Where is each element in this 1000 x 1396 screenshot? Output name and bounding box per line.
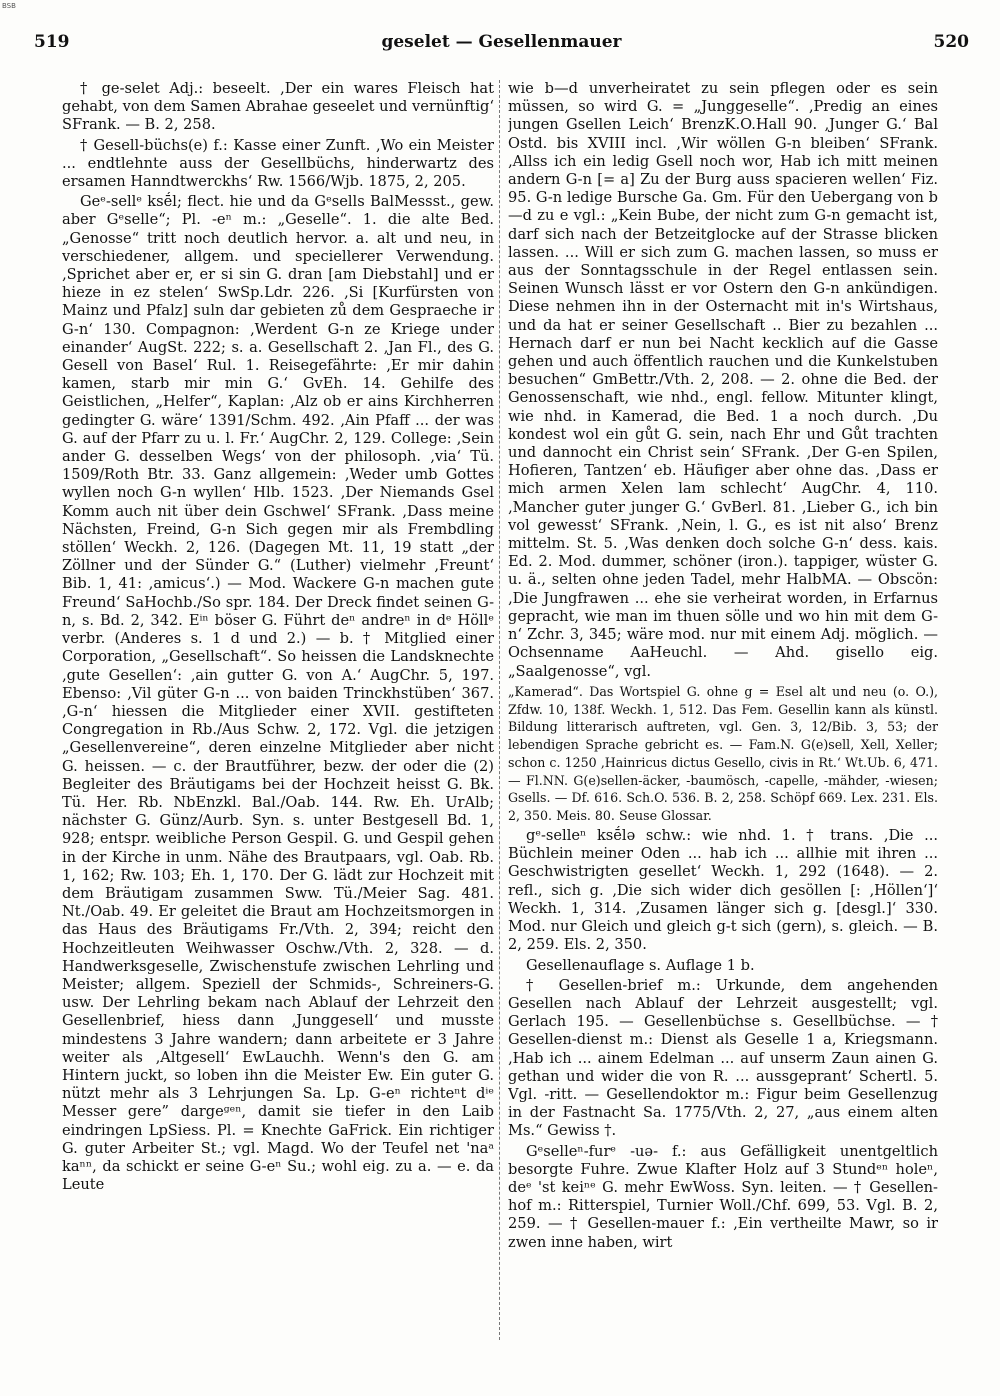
entry-gesellen-brief: † Gesellen-brief m.: Urkunde, dem angehenden Gesellen nach Ablauf der Lehrzeit ausgestellt; vgl. Gerlach 195. — Gesellenbüchse s. Gesellbüchse. — † Gesellen-dienst m.: Dienst als Geselle 1 a, Kriegsmann. ‚Hab ich ... ainem Edelman ... auf unserm Zaun ainen G. gethan und wider die von R. ... aussgeprant‘ Schertl. 5. Vgl. -ritt. — Gesellendoktor m.: Figur beim Gesellenzug in der Fastnacht Sa. 1775/Vth. 2, 27, „aus einem alten Ms.“ Gewiss †. — [508, 976, 938, 1140]
entry-gesell-buechse: † Gesell-büchs(e) f.: Kasse einer Zunft. ‚Wo ein Meister ... endtlehnte auss der Gesellbüchs, hinderwartz des ersamen Hanndtwerckhs‘ Rw. 1566/Wjb. 1875, 2, 205. — [62, 136, 494, 191]
column-divider — [499, 80, 500, 1340]
page-header — [34, 32, 969, 58]
entry-geselle-continued: wie b—d unverheiratet zu sein pflegen oder es sein müssen, so wird G. = „Junggeselle“. ‚Predig an eines jungen Gsellen Leich‘ BrenzK.O.Hall 90. ‚Junger G.‘ Bal Ostd. bis XVIII incl. ‚Wir wöllen G-n bleiben‘ SFrank. ‚Allss ich ein ledig Gsell noch wor, Hab ich mitt meinen andern G-n [= a] Zu der Burg auss spacieren wellen‘ Fiz. 95. G-n ledige Bursche Ga. Gm. Für den Uebergang von b—d zu e vgl.: „Kein Bube, der nicht zum G-n gemacht ist, darf sich nach der Betzeitglocke auf der Strasse blicken lassen. ... Will er sich zum G. machen lassen, so muss er aus der Sonntagsschule in der Regel entlassen sein. Seinen Wunsch lässt er vor Ostern den G-n ankündigen. Diese nehmen ihn in der Osternacht mit in's Wirtshaus, und da hat er seiner Gesellschaft .. Bier zu bezahlen ... Hernach darf er nun bei Nacht kecklich auf die Gasse gehen und auch öffentlich rauchen und die Kunkelstuben besuchen“ GmBettr./Vth. 2, 208. — 2. ohne die Bed. der Genossenschaft, wie nhd., engl. fellow. Mitunter klingt, wie nhd. in Kamerad, die Bed. 1 a noch durch. ‚Du kondest wol ein gůt G. sein, nach Ehr und Gůt trachten und dannocht ein Christ sein‘ SFrank. ‚Der G-en Spilen, Hofieren, Tantzen‘ eb. Häufiger aber ohne das. ‚Dass er mich armen Xelen lam schlecht‘ AugChr. 4, 110. ‚Mancher guter junger G.‘ GvBerl. 81. ‚Lieber G., ich bin vol gewesst‘ SFrank. ‚Nein, l. G., es ist nit also‘ Brenz mittelm. St. 5. ‚Was denken doch solche G-n‘ dess. kais. Ed. 2. Mod. dummer, schöner (iron.). tappiger, wüster G. u. ä., selten ohne jeden Tadel, mehr HalbMA. — Obscön: ‚Die Jungfrawen ... ehe sie verheirat worden, in Erfarnus gepracht, wie man im thuen sölle und wo hin mit dem G-n‘ Zchr. 3, 345; wäre mod. nur mit einem Adj. möglich. — Ochsenname AaHeuchl. — Ahd. gisello eig. „Saalgenosse“, vgl. — [508, 80, 938, 680]
entry-geselet: † ge-selet Adj.: beseelt. ‚Der ein wares Fleisch hat gehabt, von dem Samen Abrahae geseelet und vernünftig‘ SFrank. — B. 2, 258. — [62, 80, 494, 134]
page-number-left: 519 — [34, 32, 70, 52]
entry-gesellen-verb: gᵉ-selleⁿ ksḗlə schw.: wie nhd. 1. † trans. ‚Die ... Büchlein meiner Oden ... hab ich ... allhie mit ihren ... Geschwistrigten gesellet‘ Weckh. 1, 292 (1648). — 2. refl., sich g. ‚Die sich wider dich gesöllen [: ‚Höllen‘]‘ Weckh. 1, 314. ‚Zusamen länger sich g. [desgl.]‘ 330. Mod. nur Gleich und gleich g-t sich (gern), s. gleich. — B. 2, 259. Els. 2, 350. — [508, 827, 938, 954]
running-title: geselet — Gesellenmauer — [381, 32, 622, 52]
library-stamp: BSB — [2, 2, 16, 10]
page-number-right: 520 — [933, 32, 969, 52]
entry-gesellenauflage: Gesellenauflage s. Auflage 1 b. — [526, 956, 755, 974]
entry-geselle: Geᵉ-sellᵉ ksḗl; flect. hie und da Gᵉsells BalMessst., gew. aber Gᵉselle“; Pl. -eⁿ m.: „Geselle“. 1. die alte Bed. „Genosse“ tritt noch deutlich hervor. a. alt und neu, in verschiedener, allgem. und speciellerer Verwendung. ‚Sprichet aber er, er si sin G. dran [am Diebstahl] und er hieze in ez stelen‘ SwSp.Ldr. 226. ‚Si [Kurfürsten von Mainz und Pfalz] suln dar gebieten zů dem Gespraeche ir G-n‘ 130. Compagnon: ‚Werdent G-n ze Kriege under einander‘ AugSt. 222; s. a. Gesellschaft 2. ‚Jan Fl., des G. Gesell von Basel‘ Rul. 1. Reisegefährte: ‚Er mir dahin kamen, starb mir min G.‘ GvEh. 14. Gehilfe des Geistlichen, „Helfer“, Kaplan: ‚Alz ob er ains Kirchherren gedingter G. wäre‘ 1391/Schm. 492. ‚Ain Pfaff ... der was G. auf der Pfarr zu u. l. Fr.‘ AugChr. 2, 129. College: ‚Sein ander G. desselben Wegs‘ von der philosoph. ‚via‘ Tü. 1509/Roth Btr. 33. Ganz allgemein: ‚Weder umb Gottes wyllen noch G-n wyllen‘ Hlb. 1523. ‚Der Niemands Gsel Komm auch nit über dein Gschwel‘ SFrank. ‚Dass meine Nächsten, Freind, G-n Sich gegen mir als Frembdling stöllen‘ Weckh. 2, 126. (Dagegen Mt. 11, 19 statt „der Zöllner und der Sünder G.“ (Luther) vielmehr ‚Freunt‘ Bib. 1, 41: ‚amicus‘.) — Mod. Wackere G-n machen gute Freund‘ SaHochb./So spr. 184. Der Dreck findet seinen G-n, s. Bd. 2, 342. Eⁱⁿ böser G. Führt deⁿ andreⁿ in dᵉ Höllᵉ verbr. (Anderes s. 1 d und 2.) — b. † Mitglied einer Corporation, „Gesellschaft“. So heissen die Landsknechte ‚gute Gesellen‘: ‚ain gutter G. von A.‘ AugChr. 5, 197. Ebenso: ‚Vil güter G-n ... von baiden Trinckhstüben‘ 367. ‚G-n‘ hiessen die Mitglieder einer XVII. gestifteten Congregation in Rb./Aus Schw. 2, 172. Vgl. die jetzigen „Gesellenvereine“, deren einzelne Mitglieder aber nicht G. heissen. — c. der Brautführer, bezw. der oder die (2) Begleiter des Bräutigams bei der Hochzeit heisst G. Bk. Tü. Her. Rb. NbEnzkl. Bal./Oab. 144. Rw. Eh. UrAlb; nächster G. Günz/Aurb. Syn. s. unter Bestgesell Bd. 1, 928; entspr. weibliche Person Gespil. G. und Gespil gehen in der Kirche in unm. Nähe des Brautpaars, vgl. Oab. Rb. 1, 162; Rw. 103; Eh. 1, 170. Der G. lädt zur Hochzeit mit dem Bräutigam zusammen Sww. Tü./Meier Sag. 481. Nt./Oab. 49. Er geleitet die Braut am Hochzeitsmorgen in das Haus des Bräutigams Fr./Vth. 2, 394; reicht den Hochzeitleuten Weihwasser Oschw./Vth. 2, 328. — d. Handwerksgeselle, Zwischenstufe zwischen Lehrling und Meister; allgem. Speziell der Schmids-, Schreiners-G. usw. Der Lehrling bekam nach Ablauf der Lehrzeit den Gesellenbrief, hiess dann ‚Junggesell‘ und musste mindestens 3 Jahre wandern; dann arbeitete er 3 Jahre weiter als ‚Altgesell‘ EwLauchh. Wenn's den G. am Hintern juckt, so loben ihn die Meister Ew. Ein guter G. nützt mehr als 3 Lehrjungen Sa. Lp. G-eⁿ richteⁿt dⁱᵉ Messer gere” dargeᵍᵉⁿ, damit sie tiefer in den Laib eindringen LpSiess. Pl. = Knechte GaFrick. Ein richtiger G. guter Arbeiter St.; vgl. Magd. Wo der Teufel net 'naᵃ kaⁿⁿ, da schickt er seine G-eⁿ Su.; wohl eig. zu a. — e. da Leute — [62, 193, 494, 1194]
left-column — [62, 80, 494, 1350]
right-column — [508, 80, 938, 1350]
entry-gesellen-fure: Gᵉselleⁿ-furᵉ -uə- f.: aus Gefälligkeit unentgeltlich besorgte Fuhre. Zwue Klafter Holz auf 3 Stundᵉⁿ holeⁿ, deᵉ 'st keiⁿᵉ G. mehr EwWoss. Syn. leiten. — † Gesellen-hof m.: Ritterspiel, Turnier Woll./Chf. 699, 53. Vgl. B. 2, 259. — † Gesellen-mauer f.: ‚Ein vertheilte Mawr, so ir zwen inne haben, wirt — [508, 1142, 938, 1251]
entry-geselle-etymology: „Kamerad“. Das Wortspiel G. ohne g = Esel alt und neu (o. O.), Zfdw. 10, 138f. Weckh. 1, 512. Das Fem. Gesellin kann als künstl. Bildung litterarisch auftreten, vgl. Gen. 3, 12/Bib. 3, 53; der lebendigen Sprache gebricht es. — Fam.N. G(e)sell, Xell, Xeller; schon c. 1250 ‚Hainricus dictus Gesello, civis in Rt.‘ Wt.Ub. 6, 471. — Fl.NN. G(e)sellen-äcker, -baumösch, -capelle, -mähder, -wiesen; Gsells. — Df. 616. Sch.O. 536. B. 2, 258. Schöpf 669. Lex. 231. Els. 2, 350. Meis. 80. Seuse Glossar. — [508, 683, 938, 824]
